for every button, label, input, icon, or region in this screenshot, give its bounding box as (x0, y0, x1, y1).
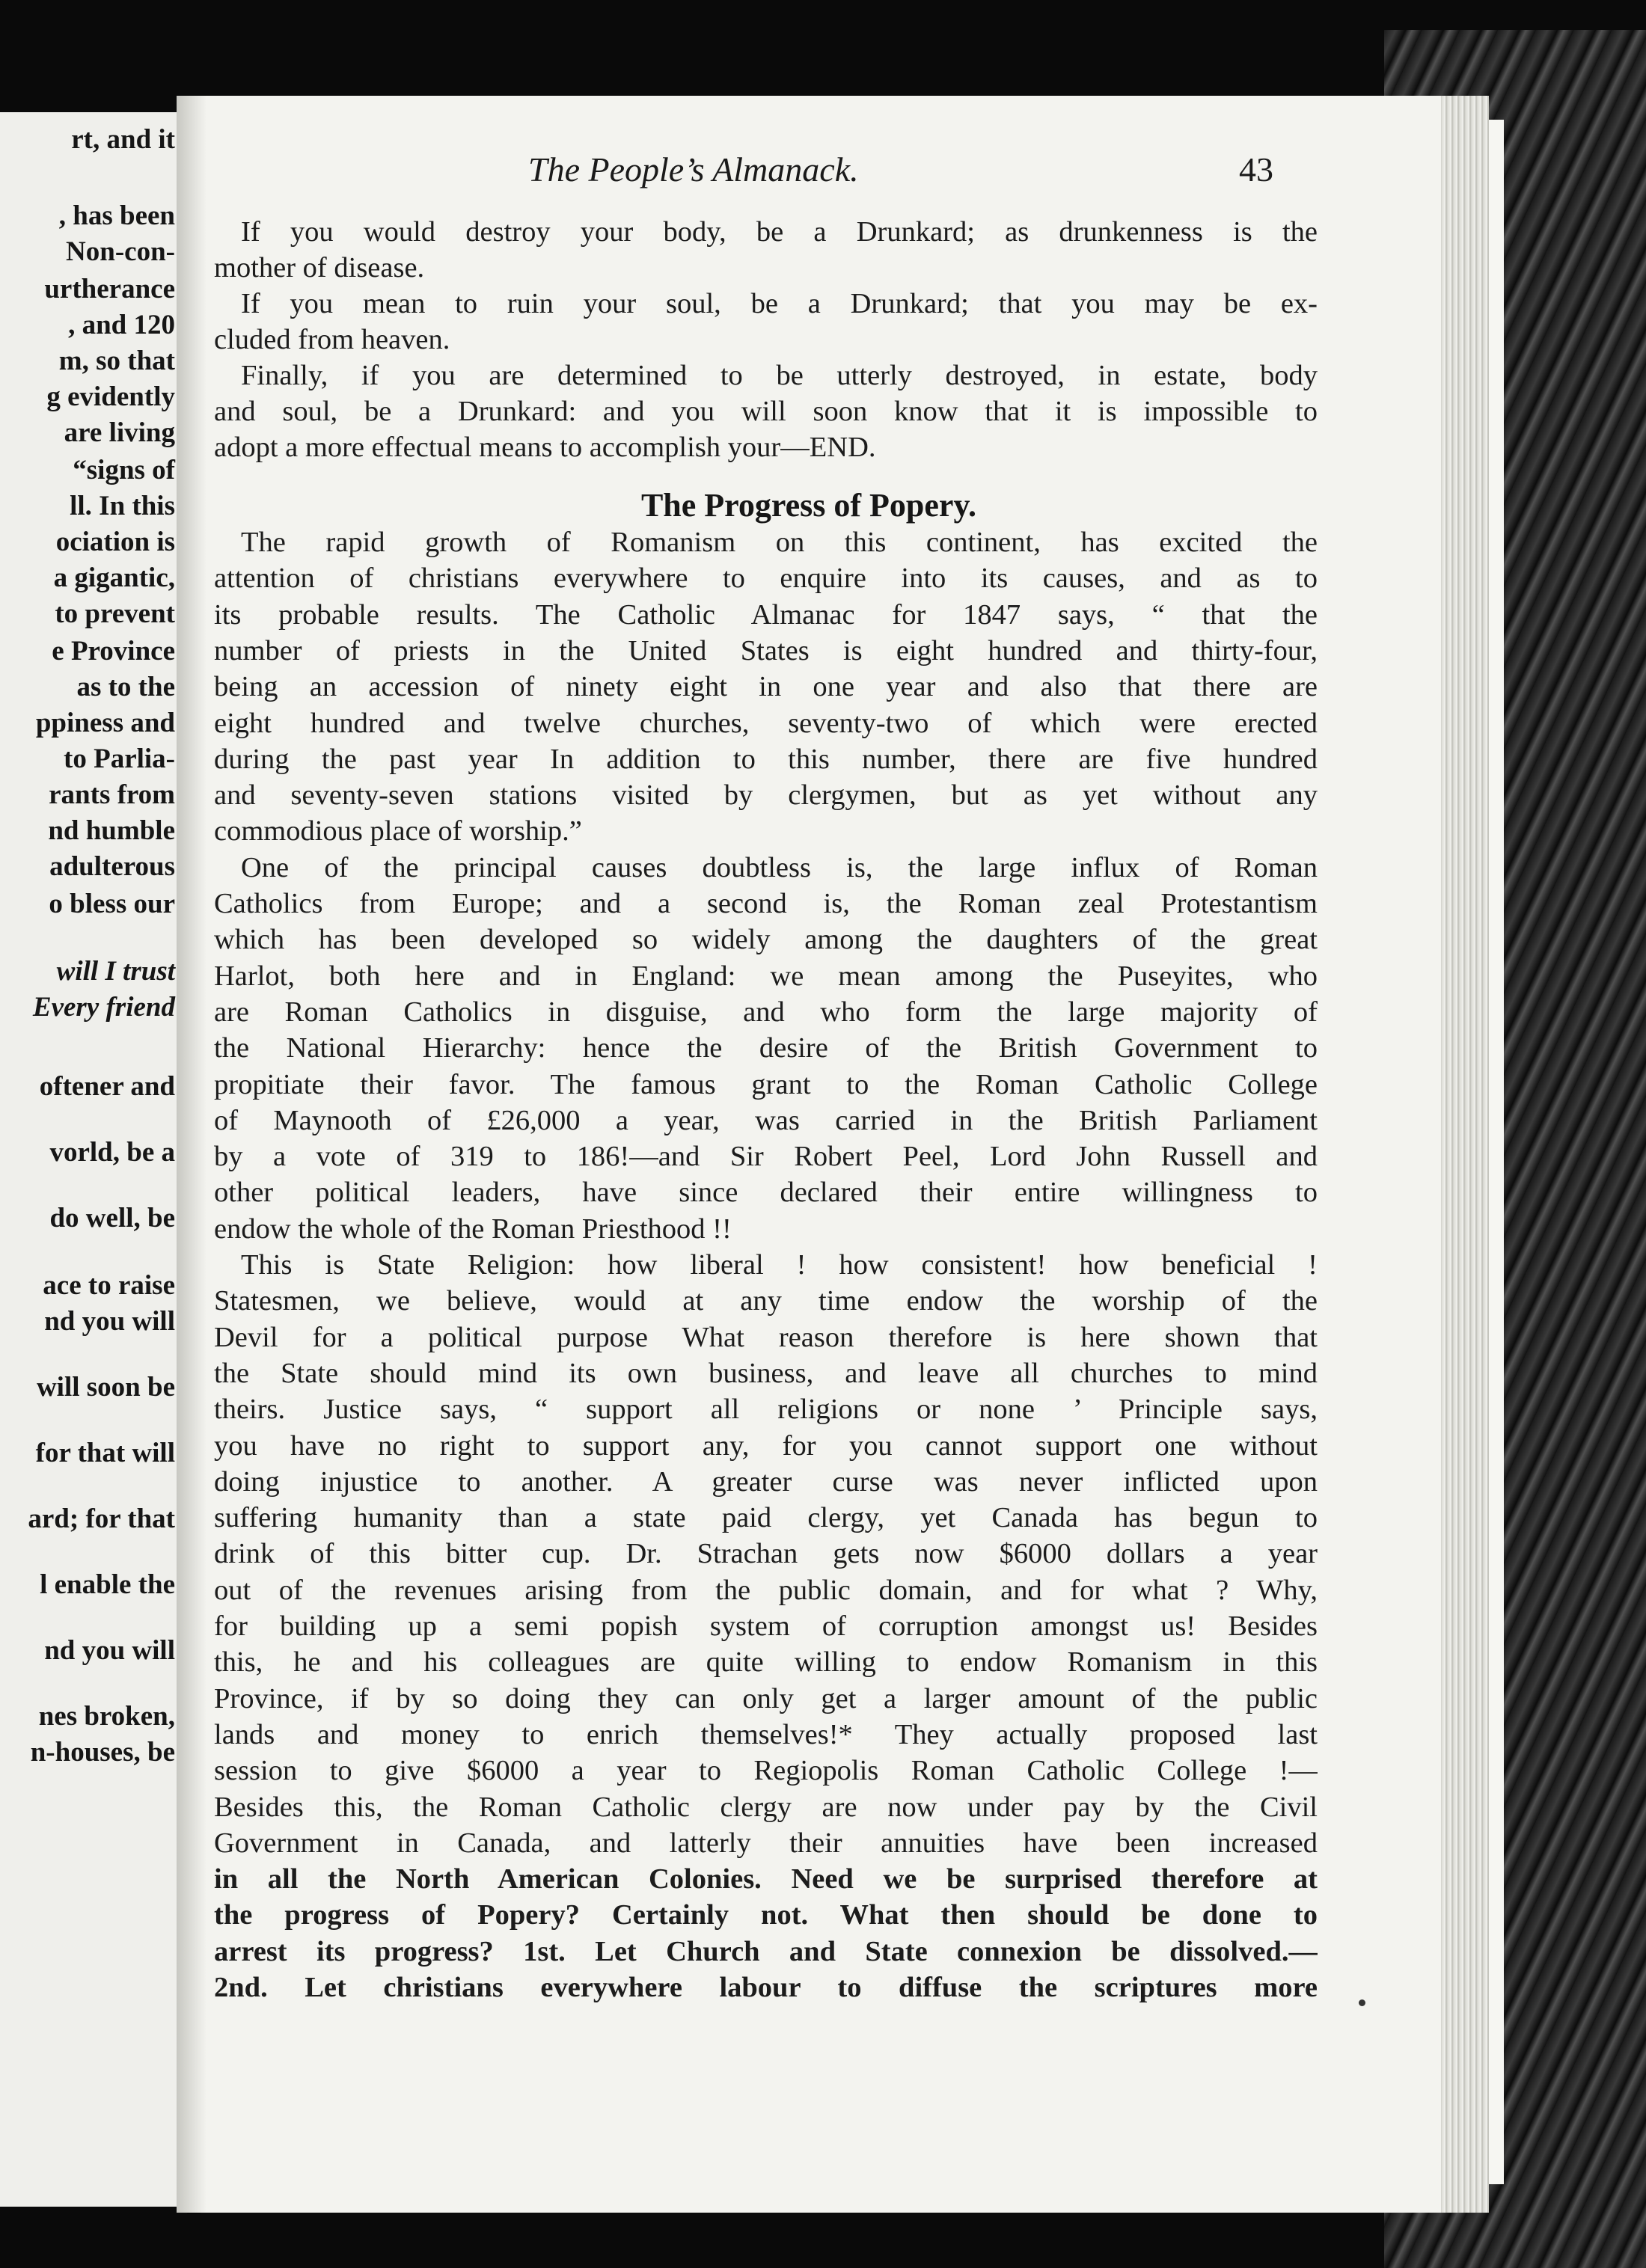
body-text-line: commodious place of worship.” (214, 815, 582, 848)
body-text-line: other political leaders, have since declared their entire willingness to (214, 1177, 1318, 1209)
left-page-line: g evidently (46, 381, 175, 412)
left-page-line: urtherance (44, 274, 175, 304)
page-number: 43 (1239, 150, 1273, 189)
body-text-line: Catholics from Europe; and a second is, the Roman zeal Protestantism (214, 888, 1318, 919)
paper-speck (1359, 1999, 1365, 2006)
body-text-line: are Roman Catholics in disguise, and who form the large majority of (214, 996, 1318, 1028)
left-page-line: Non-con- (66, 236, 175, 267)
body-text-line: suffering humanity than a state paid clergy, yet Canada has begun to (214, 1502, 1318, 1534)
body-text-line: attention of christians everywhere to enquire into its causes, and as to (214, 563, 1318, 595)
left-page-line: “signs of (73, 455, 175, 485)
body-text-line: Government in Canada, and latterly their annuities have been increased (214, 1827, 1318, 1859)
left-page-line: rants from (49, 779, 175, 810)
body-text-line: and soul, be a Drunkard: and you will soon know that it is impossible to (214, 396, 1318, 427)
body-text-line: its probable results. The Catholic Almanac for 1847 says, “ that the (214, 598, 1318, 631)
body-text-line: Devil for a political purpose What reason therefore is here shown that (214, 1321, 1318, 1353)
body-text-line: This is State Religion: how liberal ! how consistent! how beneficial ! (241, 1249, 1318, 1281)
left-page-line: to prevent (55, 598, 175, 629)
left-page-line: nd you will (44, 1306, 175, 1337)
left-page-line: vorld, be a (49, 1137, 175, 1168)
body-text-line: during the past year In addition to this number, there are five hundred (214, 743, 1318, 775)
left-page-line: e Province (52, 636, 175, 666)
left-page-line: are living (64, 417, 175, 448)
left-page-line: , and 120 (68, 310, 175, 340)
body-text-line: If you mean to ruin your soul, be a Drunkard; that you may be ex- (241, 288, 1318, 319)
body-text-line: for building up a semi popish system of corruption amongst us! Besides (214, 1610, 1318, 1642)
body-text-line: the progress of Popery? Certainly not. What then should be done to (214, 1899, 1318, 1931)
left-page-line: Every friend (32, 992, 175, 1023)
body-text-line: Besides this, the Roman Catholic clergy are now under pay by the Civil (214, 1791, 1318, 1823)
body-text-line: One of the principal causes doubtless is, the large influx of Roman (241, 851, 1318, 883)
page-edge-outer (1489, 120, 1504, 2184)
body-text-line: being an accession of ninety eight in one year and also that there are (214, 671, 1318, 703)
body-text-line: in all the North American Colonies. Need we be surprised therefore at (214, 1863, 1318, 1895)
body-text-line: eight hundred and twelve churches, seventy-two of which were erected (214, 707, 1318, 739)
body-text-line: endow the whole of the Roman Priesthood !! (214, 1213, 732, 1245)
left-page-line: rt, and it (71, 124, 175, 155)
body-text-line: Statesmen, we believe, would at any time endow the worship of the (214, 1285, 1318, 1317)
section-heading: The Progress of Popery. (640, 487, 977, 524)
gutter-shadow (177, 96, 206, 2213)
body-text-line: propitiate their favor. The famous grant to the Roman Catholic College (214, 1068, 1318, 1100)
left-page-line: ll. In this (70, 491, 175, 521)
left-page-line: nd humble (48, 815, 175, 846)
page-header (177, 150, 1441, 194)
left-page-line: will I trust (56, 956, 175, 987)
left-page-line: m, so that (58, 346, 175, 376)
left-page-line: as to the (76, 672, 175, 702)
body-text-line: lands and money to enrich themselves!* They actually proposed last (214, 1718, 1318, 1750)
body-text-line: you have no right to support any, for you cannot support one without (214, 1429, 1318, 1462)
left-page-line: o bless our (49, 889, 175, 919)
body-text-line: mother of disease. (214, 252, 425, 284)
body-text-line: arrest its progress? 1st. Let Church and State connexion be dissolved.— (214, 1935, 1318, 1967)
left-page-line: to Parlia- (64, 744, 175, 774)
left-page-line: adulterous (49, 851, 175, 882)
right-page (177, 96, 1441, 2213)
body-text-line: session to give $6000 a year to Regiopolis Roman Catholic College !— (214, 1755, 1318, 1787)
body-text-line: out of the revenues arising from the public domain, and for what ? Why, (214, 1574, 1318, 1606)
left-page-line: ard; for that (28, 1504, 175, 1534)
body-text-line: 2nd. Let christians everywhere labour to diffuse the scriptures more (214, 1972, 1318, 2003)
body-text-line: adopt a more effectual means to accomplish your—END. (214, 432, 876, 463)
body-text-line: number of priests in the United States is eight hundred and thirty-four, (214, 634, 1318, 666)
left-page-line: will soon be (36, 1372, 175, 1403)
running-title: The People’s Almanack. (528, 150, 859, 189)
body-text-line: The rapid growth of Romanism on this continent, has excited the (241, 527, 1318, 558)
left-page-line: n-houses, be (30, 1737, 175, 1768)
left-page-line: oftener and (39, 1071, 175, 1102)
body-text-line: cluded from heaven. (214, 324, 450, 355)
body-text-line: Finally, if you are determined to be utterly destroyed, in estate, body (241, 360, 1318, 391)
left-page-line: l enable the (40, 1569, 175, 1600)
body-text-line: which has been developed so widely among the daughters of the great (214, 924, 1318, 956)
body-text-line: drink of this bitter cup. Dr. Strachan gets now $6000 dollars a year (214, 1538, 1318, 1570)
left-page-line: ace to raise (43, 1270, 175, 1301)
body-text-line: the National Hierarchy: hence the desire of the British Government to (214, 1032, 1318, 1064)
body-text-line: the State should mind its own business, and leave all churches to mind (214, 1357, 1318, 1389)
body-text-line: doing injustice to another. A greater curse was never inflicted upon (214, 1465, 1318, 1498)
body-text-line: of Maynooth of £26,000 a year, was carried in the British Parliament (214, 1104, 1318, 1136)
left-page-line: do well, be (49, 1203, 175, 1233)
body-text-line: Harlot, both here and in England: we mean among the Puseyites, who (214, 960, 1318, 992)
left-page-line: ociation is (55, 527, 175, 557)
body-text-line: by a vote of 319 to 186!—and Sir Robert Peel, Lord John Russell and (214, 1141, 1318, 1173)
left-page-line: nes broken, (38, 1701, 175, 1732)
body-text-line: this, he and his colleagues are quite willing to endow Romanism in this (214, 1646, 1318, 1679)
body-text-line: and seventy-seven stations visited by clergymen, but as yet without any (214, 779, 1318, 812)
body-text-line: If you would destroy your body, be a Drunkard; as drunkenness is the (241, 216, 1318, 248)
body-text-line: theirs. Justice says, “ support all religions or none ’ Principle says, (214, 1394, 1318, 1426)
left-page-line: ppiness and (35, 708, 175, 738)
left-page-line: for that will (35, 1438, 175, 1468)
left-page-line: nd you will (44, 1635, 175, 1666)
left-page-line: a gigantic, (53, 563, 175, 593)
body-text-line: Province, if by so doing they can only get a larger amount of the public (214, 1682, 1318, 1714)
left-page-line: , has been (58, 200, 175, 231)
left-facing-page (0, 112, 190, 2207)
